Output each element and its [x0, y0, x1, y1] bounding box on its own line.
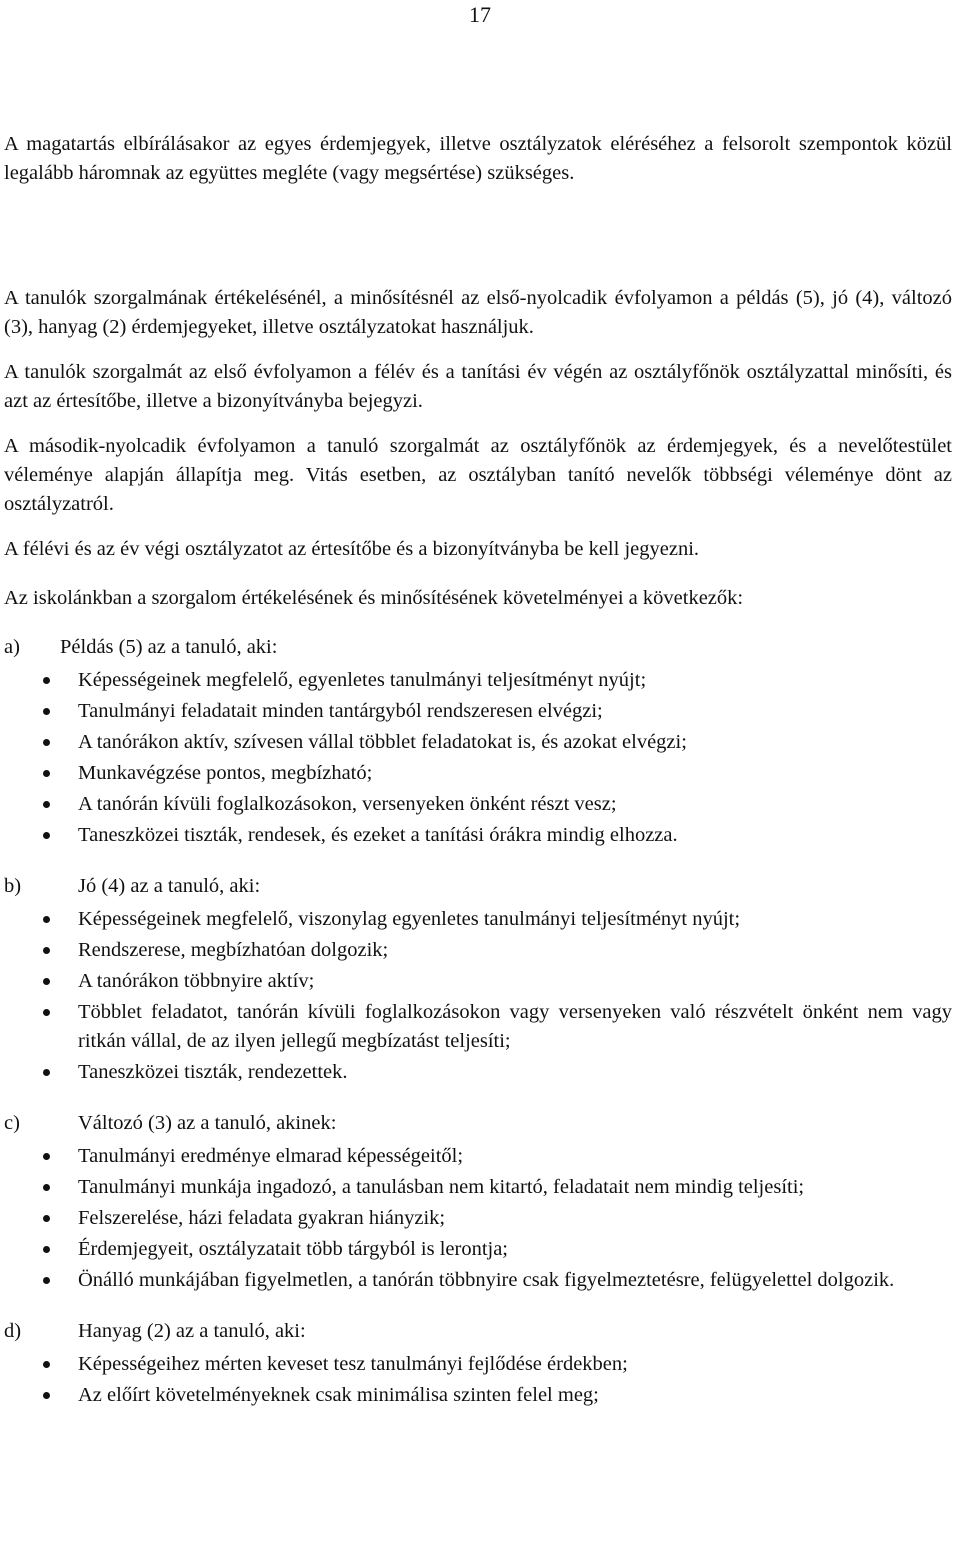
list-item-text: Tanulmányi feladatait minden tantárgyból rendszeresen elvégzi;: [78, 700, 603, 722]
bullet-icon: [4, 1142, 78, 1171]
bullet-icon: [4, 1173, 78, 1202]
list-item: [4, 1266, 952, 1295]
paragraph-first-grade: A tanulók szorgalmát az első évfolyamon a félév és a tanítási év végén az osztályfőnök osztályzattal minősíti, és azt az értesítőbe, illetve a bizonyítványba bejegyzi.: [4, 361, 952, 412]
section-letter: c): [4, 1112, 20, 1134]
paragraph-behavior-criteria: A magatartás elbírálásakor az egyes érdemjegyek, illetve osztályzatok eléréséhez a felsorolt szempontok közül legalább háromnak az együttes megléte (vagy megsértése) szükséges.: [4, 133, 952, 184]
section-heading: [4, 872, 952, 901]
bullet-icon: [4, 967, 78, 996]
list-item: [4, 666, 952, 695]
list-item: [4, 905, 952, 934]
section-heading: [4, 1317, 952, 1346]
list-item-text: Tanulmányi munkája ingadozó, a tanulásban nem kitartó, feladatait nem mindig teljesíti;: [78, 1176, 805, 1198]
list-item-text: Az előírt követelményeknek csak minimálisa szinten felel meg;: [78, 1384, 599, 1406]
list-item-text: Képességeihez mérten keveset tesz tanulmányi fejlődése érdekben;: [78, 1353, 628, 1375]
bullet-icon: [4, 1235, 78, 1264]
bullet-icon: [4, 821, 78, 850]
list-item: [4, 1350, 952, 1379]
list-item: [4, 936, 952, 965]
grade-section: [4, 872, 952, 1087]
list-item: [4, 967, 952, 996]
list-item: [4, 1058, 952, 1087]
bullet-icon: [4, 1350, 78, 1379]
list-item-text: Képességeinek megfelelő, viszonylag egyenletes tanulmányi teljesítményt nyújt;: [78, 908, 741, 930]
bullet-icon: [4, 936, 78, 965]
list-item-text: Felszerelése, házi feladata gyakran hiányzik;: [78, 1207, 446, 1229]
list-item: [4, 1381, 952, 1410]
list-item: [4, 790, 952, 819]
grade-section: [4, 1317, 952, 1410]
list-item-text: Rendszerese, megbízhatóan dolgozik;: [78, 939, 389, 961]
list-item-text: A tanórákon aktív, szívesen vállal többlet feladatokat is, és azokat elvégzi;: [78, 731, 687, 753]
list-item-text: Tanulmányi eredménye elmarad képességeitől;: [78, 1145, 464, 1167]
bullet-icon: [4, 1058, 78, 1087]
grade-section: [4, 633, 952, 850]
bullet-icon: [4, 666, 78, 695]
list-item-text: Munkavégzése pontos, megbízható;: [78, 762, 373, 784]
page-number: 17: [469, 2, 491, 27]
list-item-text: A tanórán kívüli foglalkozásokon, versenyeken önként részt vesz;: [78, 793, 617, 815]
paragraph-requirements-intro: Az iskolánkban a szorgalom értékelésének és minősítésének követelményei a következők:: [4, 587, 744, 609]
paragraph-diligence-grades: A tanulók szorgalmának értékelésénél, a minősítésnél az első-nyolcadik évfolyamon a példás (5), jó (4), változó (3), hanyag (2) érdemjegyeket, illetve osztályzatokat használjuk.: [4, 287, 952, 338]
section-heading: [4, 633, 952, 662]
list-item-text: Érdemjegyeit, osztályzatait több tárgyból is lerontja;: [78, 1238, 508, 1260]
bullet-list: [4, 1142, 952, 1295]
bullet-icon: [4, 759, 78, 788]
list-item-text: Képességeinek megfelelő, egyenletes tanulmányi teljesítményt nyújt;: [78, 669, 647, 691]
grade-section: [4, 1109, 952, 1295]
list-item-text: Taneszközei tiszták, rendesek, és ezeket a tanítási órákra mindig elhozza.: [78, 824, 678, 846]
section-title: Hanyag (2) az a tanuló, aki:: [78, 1320, 306, 1342]
list-item-text: Taneszközei tiszták, rendezettek.: [78, 1061, 348, 1083]
section-heading: [4, 1109, 952, 1138]
bullet-list: [4, 666, 952, 850]
bullet-icon: [4, 1204, 78, 1233]
document-body: [4, 130, 952, 1412]
list-item: [4, 697, 952, 726]
paragraph-second-to-eighth-grade: A második-nyolcadik évfolyamon a tanuló szorgalmát az osztályfőnök az érdemjegyek, és a nevelőtestület véleménye alapján állapítja meg. Vitás esetben, az osztályban tanító nevelők többségi véleménye dönt az osztályzatról.: [4, 435, 952, 515]
section-letter: d): [4, 1320, 22, 1342]
list-item: [4, 1235, 952, 1264]
list-item: [4, 1142, 952, 1171]
bullet-icon: [4, 728, 78, 757]
bullet-icon: [4, 790, 78, 819]
bullet-icon: [4, 905, 78, 934]
bullet-list: [4, 905, 952, 1087]
list-item: [4, 1204, 952, 1233]
list-item-text: Többlet feladatot, tanórán kívüli foglalkozásokon vagy versenyeken való részvételt önként nem vagy ritkán vállal, de az ilyen jellegű megbízatást teljesíti;: [78, 1001, 952, 1052]
bullet-icon: [4, 1381, 78, 1410]
bullet-list: [4, 1350, 952, 1410]
section-title: Változó (3) az a tanuló, akinek:: [78, 1112, 337, 1134]
list-item: [4, 728, 952, 757]
paragraph-recording: A félévi és az év végi osztályzatot az értesítőbe és a bizonyítványba be kell jegyezni.: [4, 538, 700, 560]
list-item: [4, 998, 952, 1056]
list-item-text: Önálló munkájában figyelmetlen, a tanórán többnyire csak figyelmeztetésre, felügyelettel dolgozik.: [78, 1269, 895, 1291]
list-item-text: A tanórákon többnyire aktív;: [78, 970, 315, 992]
list-item: [4, 821, 952, 850]
list-item: [4, 1173, 952, 1202]
section-title: Példás (5) az a tanuló, aki:: [60, 636, 278, 658]
bullet-icon: [4, 998, 78, 1056]
section-title: Jó (4) az a tanuló, aki:: [78, 875, 261, 897]
grade-sections: [4, 633, 952, 1410]
list-item: [4, 759, 952, 788]
section-letter: b): [4, 875, 22, 897]
section-letter: a): [4, 636, 20, 658]
bullet-icon: [4, 1266, 78, 1295]
bullet-icon: [4, 697, 78, 726]
